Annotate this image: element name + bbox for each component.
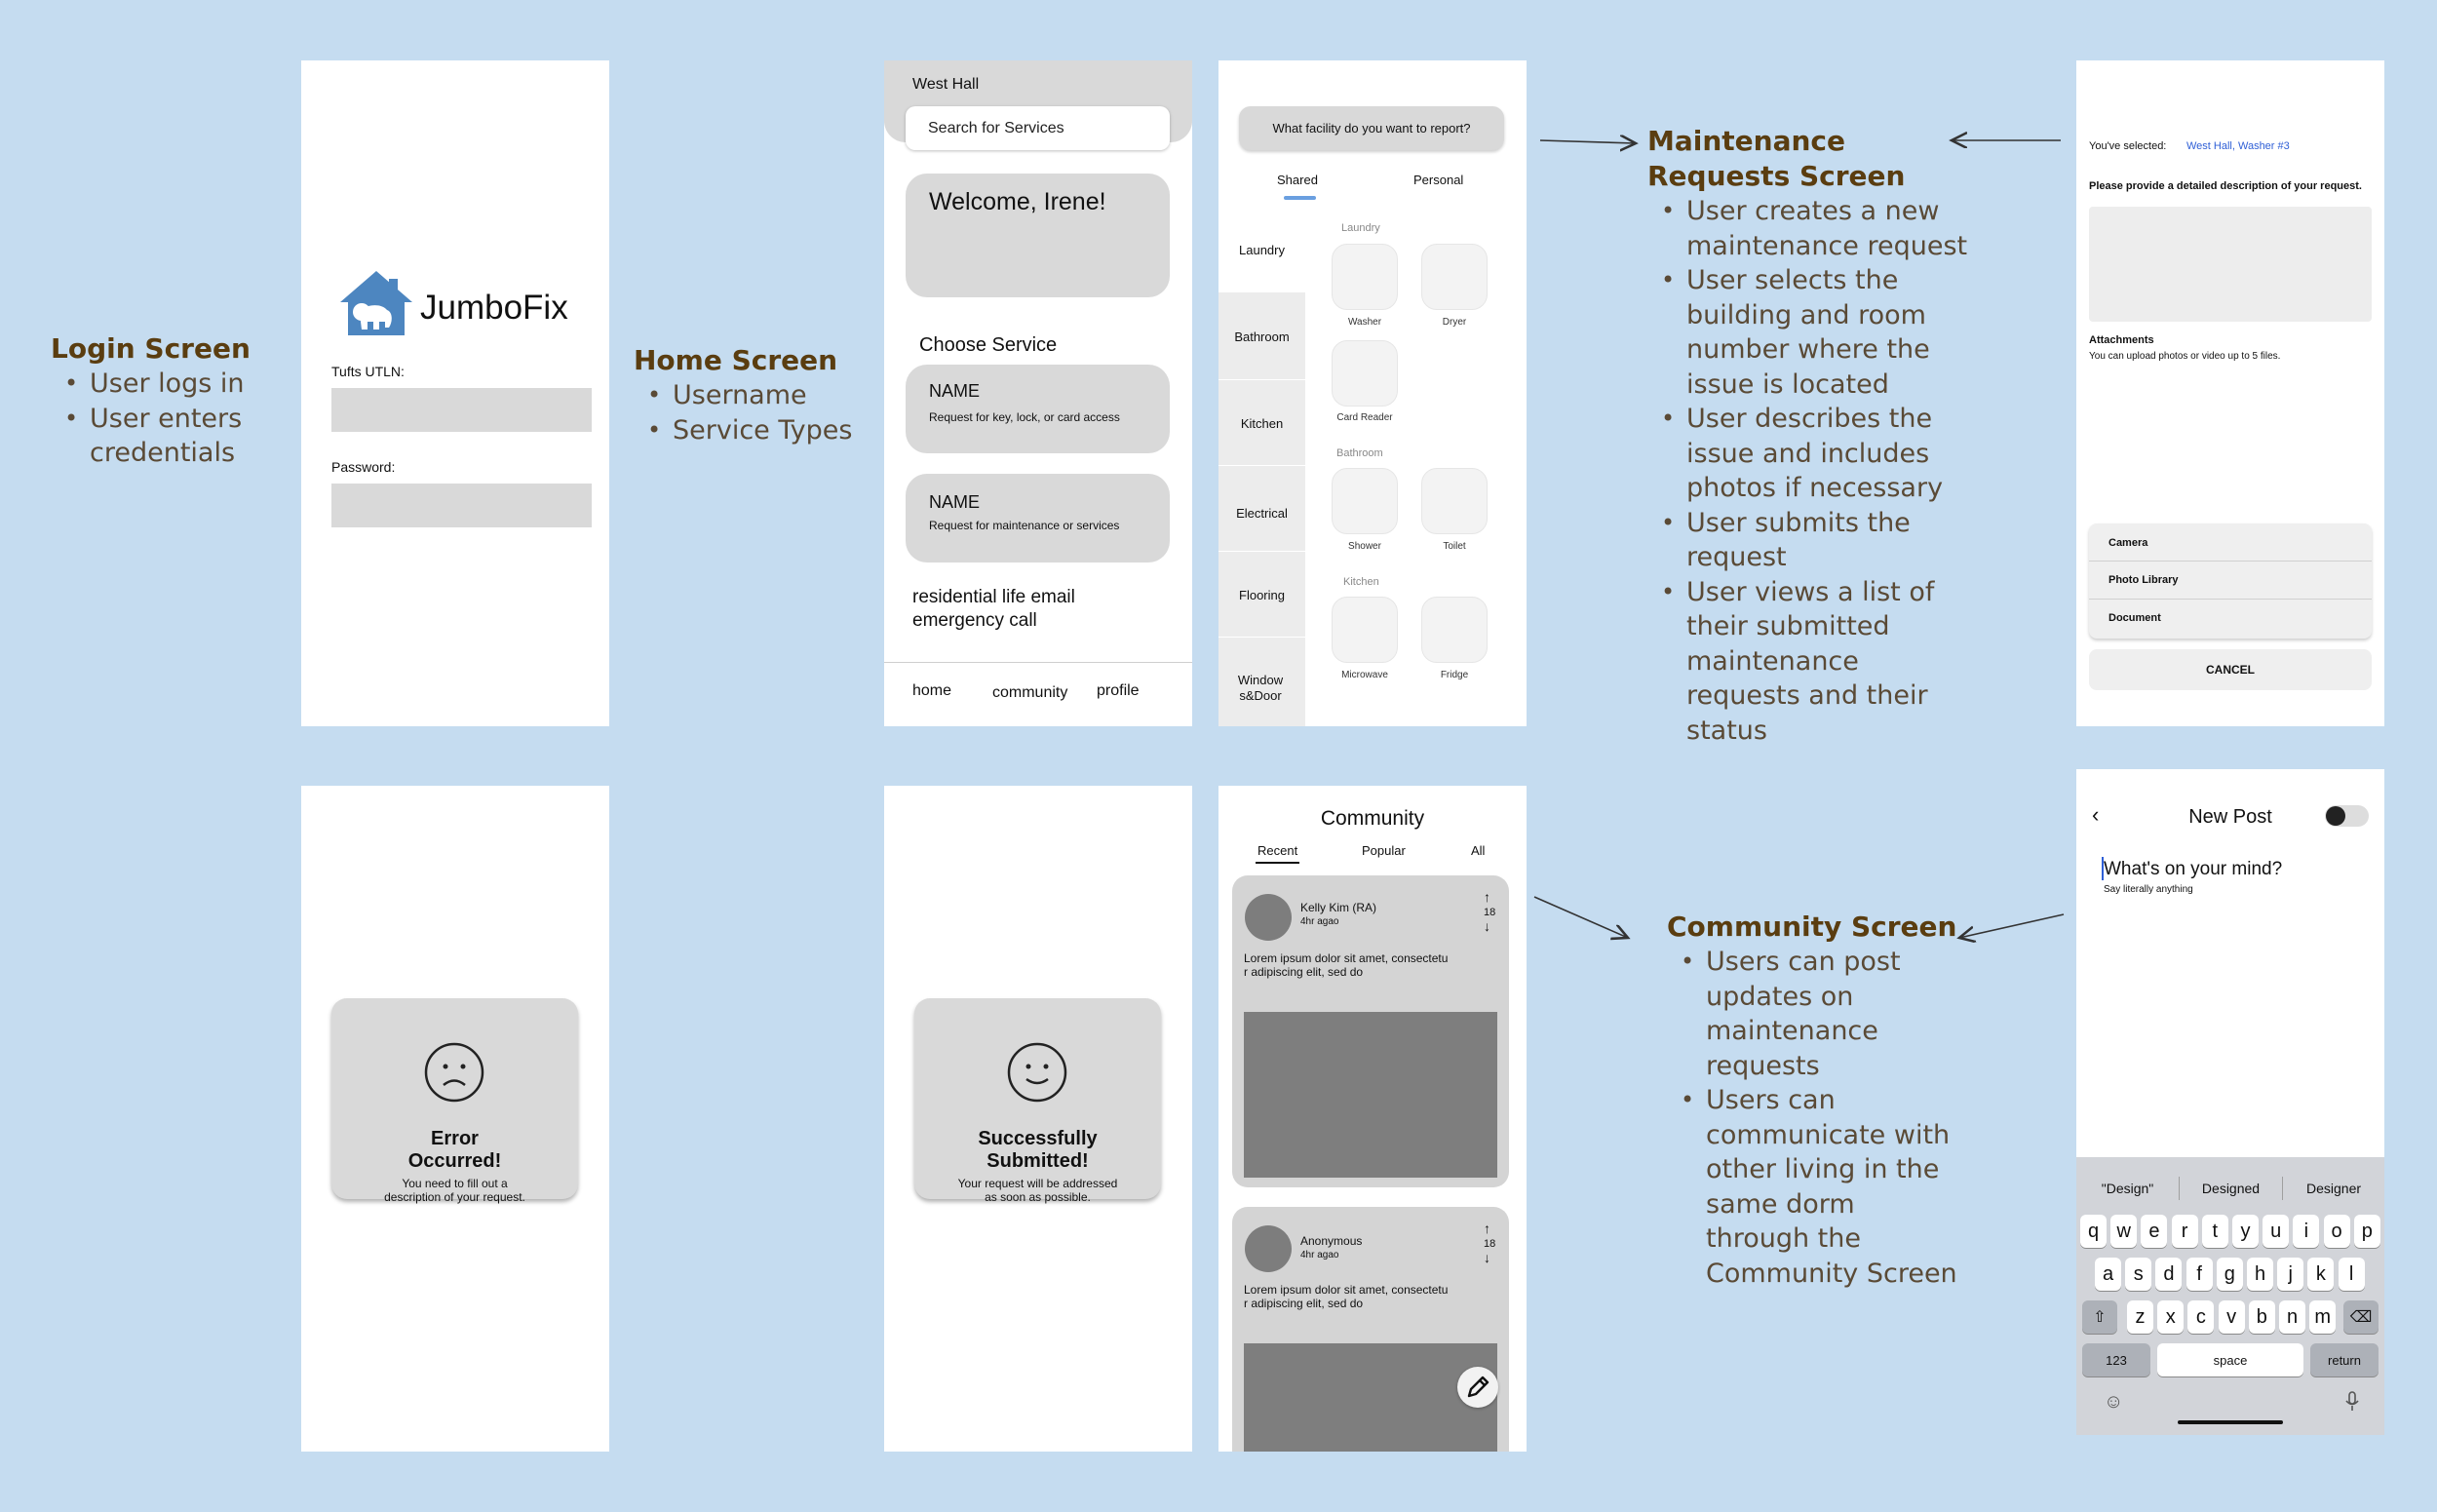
key-w[interactable]: w bbox=[2110, 1215, 2137, 1248]
facility-question-bar[interactable] bbox=[1239, 106, 1504, 150]
suggestion-3[interactable]: Designer bbox=[2305, 1181, 2362, 1196]
bottom-nav-divider bbox=[884, 662, 1192, 663]
success-modal bbox=[914, 998, 1161, 1204]
return-key[interactable]: return bbox=[2310, 1343, 2379, 1376]
section-title-laundry: Laundry bbox=[1341, 222, 1380, 234]
category-bathroom[interactable]: Bathroom bbox=[1234, 330, 1290, 344]
tab-personal[interactable]: Personal bbox=[1413, 173, 1464, 187]
annotation-item: • User submits the request bbox=[1647, 506, 1979, 575]
new-post-title: New Post bbox=[2188, 806, 2272, 828]
annotation-item: • Users can communicate with other living in the same dorm through the Community Screen bbox=[1667, 1083, 1959, 1291]
login-screen bbox=[301, 60, 609, 726]
service-desc: Request for maintenance or services bbox=[929, 519, 1120, 532]
option-divider bbox=[2089, 561, 2372, 562]
annotation-title: Community Screen bbox=[1667, 911, 1957, 943]
option-divider bbox=[2089, 599, 2372, 600]
password-input[interactable] bbox=[331, 484, 592, 527]
facility-tile-card-reader[interactable] bbox=[1332, 340, 1398, 407]
facility-tile-shower[interactable] bbox=[1332, 468, 1398, 534]
category-kitchen[interactable]: Kitchen bbox=[1240, 416, 1284, 431]
service-card[interactable] bbox=[906, 474, 1170, 562]
key-p[interactable]: p bbox=[2354, 1215, 2380, 1248]
key-row-2 bbox=[2076, 1258, 2384, 1291]
suggestion-2[interactable]: Designed bbox=[2201, 1181, 2261, 1196]
nav-community[interactable]: community bbox=[992, 684, 1068, 701]
attachment-options-sheet bbox=[2089, 523, 2372, 639]
downvote-arrow-icon[interactable]: ↓ bbox=[1484, 1250, 1490, 1265]
facility-tile-toilet[interactable] bbox=[1421, 468, 1488, 534]
category-divider bbox=[1218, 637, 1305, 638]
home-indicator bbox=[2178, 1420, 2283, 1424]
tab-shared[interactable]: Shared bbox=[1277, 173, 1318, 187]
cancel-label: CANCEL bbox=[2206, 663, 2255, 677]
key-e[interactable]: e bbox=[2141, 1215, 2167, 1248]
facility-tile-microwave[interactable] bbox=[1332, 597, 1398, 663]
home-screen bbox=[884, 60, 1192, 726]
cancel-button[interactable] bbox=[2089, 649, 2372, 690]
vote-count: 18 bbox=[1484, 1238, 1496, 1250]
description-textarea[interactable] bbox=[2089, 207, 2372, 322]
annotation-item: • User logs in bbox=[51, 367, 304, 402]
arrow-to-community bbox=[1534, 897, 1628, 938]
annotation-item: • User enters credentials bbox=[51, 402, 304, 471]
error-title-line2: Occurred! bbox=[407, 1150, 502, 1172]
annotation-title: Home Screen bbox=[634, 344, 838, 376]
downvote-arrow-icon[interactable]: ↓ bbox=[1484, 918, 1490, 934]
service-name: NAME bbox=[929, 492, 981, 512]
post-card[interactable] bbox=[1232, 875, 1509, 1187]
facility-tile-fridge[interactable] bbox=[1421, 597, 1488, 663]
post-author: Anonymous bbox=[1300, 1234, 1363, 1248]
key-l[interactable]: l bbox=[2339, 1258, 2365, 1291]
tab-recent[interactable]: Recent bbox=[1257, 843, 1298, 858]
key-r[interactable]: r bbox=[2172, 1215, 2198, 1248]
vote-count: 18 bbox=[1484, 907, 1496, 918]
emergency-call-link[interactable]: emergency call bbox=[912, 610, 1037, 631]
logo bbox=[332, 267, 420, 337]
facility-label: Shower bbox=[1348, 541, 1381, 552]
post-author: Kelly Kim (RA) bbox=[1300, 901, 1377, 914]
category-divider bbox=[1218, 551, 1305, 552]
post-body-line1: Lorem ipsum dolor sit amet, consectetu bbox=[1244, 1283, 1449, 1297]
arrow-to-maintenance bbox=[1540, 140, 1636, 143]
key-f[interactable]: f bbox=[2186, 1258, 2213, 1291]
building-name: West Hall bbox=[912, 76, 980, 93]
post-body-line2: r adipiscing elit, sed do bbox=[1244, 1297, 1364, 1310]
toggle-knob-icon bbox=[2326, 806, 2345, 826]
error-message-line2: description of your request. bbox=[384, 1190, 525, 1204]
space-key[interactable]: space bbox=[2157, 1343, 2303, 1376]
contact-email-link[interactable]: residential life email bbox=[912, 587, 1075, 607]
facility-label: Toilet bbox=[1443, 541, 1466, 552]
community-title: Community bbox=[1320, 807, 1425, 830]
category-electrical[interactable]: Electrical bbox=[1236, 506, 1288, 521]
keyboard bbox=[2076, 1157, 2384, 1435]
key-g[interactable]: g bbox=[2217, 1258, 2243, 1291]
search-input[interactable] bbox=[906, 106, 1170, 150]
service-card[interactable] bbox=[906, 365, 1170, 453]
post-body-line2: r adipiscing elit, sed do bbox=[1244, 965, 1364, 979]
compose-button[interactable] bbox=[1457, 1367, 1498, 1408]
annotation-item: • Service Types bbox=[634, 413, 887, 448]
tab-recent-underline bbox=[1256, 862, 1299, 864]
facility-label: Dryer bbox=[1442, 317, 1467, 328]
section-title-kitchen: Kitchen bbox=[1343, 576, 1379, 588]
section-title-bathroom: Bathroom bbox=[1336, 447, 1383, 459]
avatar bbox=[1245, 1225, 1292, 1272]
option-camera[interactable]: Camera bbox=[2108, 537, 2148, 549]
welcome-card bbox=[906, 174, 1170, 297]
search-placeholder: Search for Services bbox=[928, 120, 1064, 136]
new-post-screen bbox=[2076, 769, 2384, 1435]
error-title-line1: Error bbox=[431, 1128, 479, 1149]
facility-screen bbox=[1218, 60, 1527, 726]
password-label: Password: bbox=[331, 459, 396, 475]
key-v[interactable]: v bbox=[2219, 1300, 2245, 1334]
app-name: JumboFix bbox=[420, 289, 568, 327]
attachments-title: Attachments bbox=[2089, 334, 2154, 346]
emoji-icon[interactable]: ☺ bbox=[2104, 1391, 2124, 1413]
facility-tile-washer[interactable] bbox=[1332, 244, 1398, 310]
annotation-item: • Username bbox=[634, 378, 887, 413]
key-k[interactable]: k bbox=[2307, 1258, 2334, 1291]
key-m[interactable]: m bbox=[2309, 1300, 2336, 1334]
category-divider bbox=[1218, 465, 1305, 466]
option-photo-library[interactable]: Photo Library bbox=[2108, 574, 2179, 586]
anonymous-toggle[interactable] bbox=[2325, 805, 2369, 827]
utln-label: Tufts UTLN: bbox=[331, 364, 405, 379]
post-time: 4hr agao bbox=[1300, 916, 1339, 927]
category-window-door[interactable]: Window s&Door bbox=[1237, 673, 1284, 703]
microphone-icon[interactable] bbox=[2345, 1391, 2359, 1417]
key-z[interactable]: z bbox=[2127, 1300, 2153, 1334]
request-form-screen bbox=[2076, 60, 2384, 726]
key-o[interactable]: o bbox=[2324, 1215, 2350, 1248]
error-modal bbox=[331, 998, 578, 1204]
numbers-key[interactable]: 123 bbox=[2082, 1343, 2150, 1376]
key-row-1 bbox=[2076, 1215, 2384, 1248]
facility-label: Microwave bbox=[1341, 670, 1388, 680]
success-message-line1: Your request will be addressed bbox=[957, 1177, 1118, 1190]
option-document[interactable]: Document bbox=[2108, 612, 2161, 624]
annotation-item: • User selects the building and room number where the issue is located bbox=[1647, 263, 1979, 402]
back-chevron-icon[interactable]: ‹ bbox=[2092, 802, 2100, 827]
success-screen bbox=[884, 786, 1192, 1452]
error-message-line1: You need to fill out a bbox=[402, 1177, 508, 1190]
pencil-icon bbox=[1457, 1367, 1498, 1408]
selected-value-link[interactable]: West Hall, Washer #3 bbox=[2186, 140, 2290, 152]
key-s[interactable]: s bbox=[2125, 1258, 2151, 1291]
category-sidebar bbox=[1218, 210, 1305, 726]
utln-input[interactable] bbox=[331, 388, 592, 432]
smile-face-icon bbox=[1007, 1042, 1067, 1103]
post-time: 4hr agao bbox=[1300, 1250, 1339, 1260]
success-message-line2: as soon as possible. bbox=[985, 1190, 1091, 1204]
upvote-arrow-icon[interactable]: ↑ bbox=[1484, 889, 1490, 905]
annotation-item: • User creates a new maintenance request bbox=[1647, 194, 1979, 263]
key-b[interactable]: b bbox=[2249, 1300, 2275, 1334]
tab-shared-underline bbox=[1284, 196, 1316, 200]
suggestion-1[interactable]: "Design" bbox=[2101, 1181, 2154, 1196]
key-q[interactable]: q bbox=[2080, 1215, 2107, 1248]
success-title-line2: Submitted! bbox=[986, 1150, 1089, 1172]
service-name: NAME bbox=[929, 381, 981, 401]
shift-key-icon[interactable]: ⇧ bbox=[2082, 1300, 2117, 1334]
tab-all[interactable]: All bbox=[1471, 843, 1486, 858]
key-u[interactable]: u bbox=[2263, 1215, 2289, 1248]
attachments-hint: You can upload photos or video up to 5 files. bbox=[2089, 351, 2281, 362]
post-image bbox=[1244, 1012, 1497, 1178]
avatar bbox=[1245, 894, 1292, 941]
annotation-item: • User describes the issue and includes photos if necessary bbox=[1647, 402, 1979, 506]
nav-profile[interactable]: profile bbox=[1097, 682, 1140, 699]
key-row-3 bbox=[2076, 1300, 2384, 1334]
key-d[interactable]: d bbox=[2155, 1258, 2182, 1291]
annotation-title: Login Screen bbox=[51, 332, 251, 365]
category-label: Laundry bbox=[1239, 243, 1285, 257]
key-y[interactable]: y bbox=[2232, 1215, 2259, 1248]
facility-question: What facility do you want to report? bbox=[1272, 121, 1471, 136]
facility-label: Card Reader bbox=[1336, 412, 1393, 423]
annotation-item: • Users can post updates on maintenance requests bbox=[1667, 945, 1959, 1083]
house-logo-icon bbox=[332, 267, 420, 337]
nav-home[interactable]: home bbox=[912, 682, 952, 699]
key-t[interactable]: t bbox=[2202, 1215, 2228, 1248]
choose-service-heading: Choose Service bbox=[919, 334, 1058, 356]
facility-tile-dryer[interactable] bbox=[1421, 244, 1488, 310]
post-card[interactable] bbox=[1232, 1207, 1509, 1452]
arrow-from-newpost bbox=[1959, 914, 2064, 938]
community-screen bbox=[1218, 786, 1527, 1452]
upvote-arrow-icon[interactable]: ↑ bbox=[1484, 1221, 1490, 1236]
facility-label: Washer bbox=[1347, 317, 1382, 328]
facility-label: Fridge bbox=[1440, 670, 1469, 680]
category-flooring[interactable]: Flooring bbox=[1239, 588, 1285, 602]
tab-popular[interactable]: Popular bbox=[1362, 843, 1406, 858]
description-prompt: Please provide a detailed description of your request. bbox=[2089, 180, 2362, 192]
delete-key-icon[interactable]: ⌫ bbox=[2343, 1300, 2379, 1334]
key-i[interactable]: i bbox=[2293, 1215, 2319, 1248]
error-screen bbox=[301, 786, 609, 1452]
post-prompt-input[interactable]: What's on your mind? bbox=[2104, 859, 2283, 879]
key-x[interactable]: x bbox=[2157, 1300, 2184, 1334]
key-j[interactable]: j bbox=[2277, 1258, 2303, 1291]
sad-face-icon bbox=[424, 1042, 484, 1103]
service-desc: Request for key, lock, or card access bbox=[929, 410, 1120, 424]
key-a[interactable]: a bbox=[2095, 1258, 2121, 1291]
annotation-item: • User views a list of their submitted maintenance requests and their status bbox=[1647, 575, 1979, 749]
key-c[interactable]: c bbox=[2187, 1300, 2214, 1334]
selected-label: You've selected: bbox=[2089, 140, 2167, 152]
welcome-text: Welcome, Irene! bbox=[929, 188, 1106, 215]
success-title-line1: Successfully bbox=[978, 1128, 1098, 1149]
category-divider bbox=[1218, 379, 1305, 380]
annotation-title: Maintenance Requests Screen bbox=[1647, 125, 1906, 192]
key-n[interactable]: n bbox=[2279, 1300, 2305, 1334]
post-sub-prompt: Say literally anything bbox=[2104, 884, 2193, 895]
key-h[interactable]: h bbox=[2247, 1258, 2273, 1291]
post-body-line1: Lorem ipsum dolor sit amet, consectetu bbox=[1244, 951, 1449, 965]
